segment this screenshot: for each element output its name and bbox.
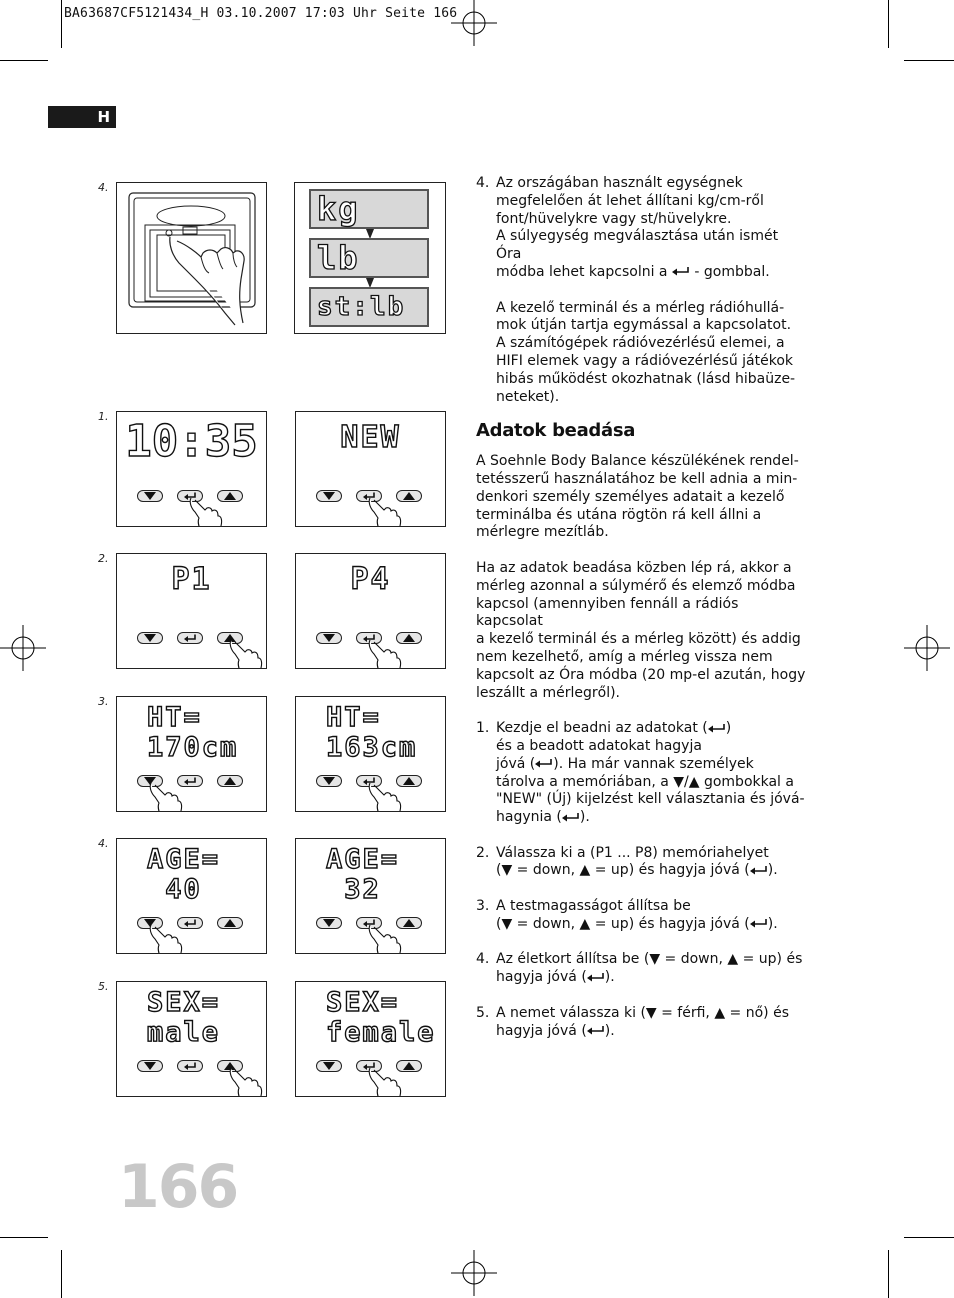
lcd-display-panel: [295, 696, 446, 812]
list-number: 4.: [476, 175, 490, 191]
registration-mark-icon: [451, 0, 497, 46]
text-run: (▼ = down, ▲ = up) és hagyja jóvá (: [496, 915, 750, 932]
triangle-up-icon: [403, 919, 416, 928]
lcd-readout: [117, 416, 266, 467]
text-line: megfelelően át lehet állítani kg/cm-ről: [496, 192, 764, 209]
lcd-line: female: [326, 1017, 436, 1048]
list-item: [476, 1005, 806, 1041]
lcd-line: 10:35: [125, 416, 258, 467]
lcd-readout: [296, 988, 445, 1048]
text-line: A testmagasságot állítsa be: [496, 898, 691, 915]
triangle-up-icon: [224, 492, 237, 501]
text-run: ).: [767, 862, 778, 879]
text-line: Az életkort állítsa be (▼ = down, ▲ = up) és: [496, 951, 803, 968]
figure-step-number: 2.: [98, 552, 109, 565]
pressing-finger-icon: [364, 923, 404, 954]
text-line: [496, 1023, 806, 1041]
text-line: [496, 756, 806, 774]
lcd-display-panel: [295, 553, 446, 669]
list-number: 3.: [476, 898, 490, 915]
enter-button: [177, 632, 203, 644]
unit-note: [476, 175, 806, 406]
unit-display-st-lb: st:lb: [309, 287, 429, 327]
down-button: [137, 632, 163, 644]
crop-mark: [61, 1250, 62, 1298]
text-line: Ha az adatok beadása közben lép rá, akkor a: [476, 559, 792, 576]
lcd-readout: [296, 562, 445, 597]
unit-display-kg: kg: [309, 189, 429, 229]
lcd-readout: [296, 703, 445, 763]
page-number: 166: [118, 1152, 238, 1222]
crop-mark: [0, 60, 48, 61]
lcd-readout: [117, 988, 266, 1048]
text-line: A kezelő terminál és a mérleg rádióhullá-: [496, 299, 785, 316]
triangle-up-icon: [224, 777, 237, 786]
text-run: módba lehet kapcsolni a: [496, 263, 672, 280]
lcd-display-panel: [295, 411, 446, 527]
instruction-text: [476, 175, 806, 1040]
triangle-down-icon: [323, 1062, 336, 1071]
text-line: [496, 809, 806, 827]
registration-mark-icon: [904, 625, 950, 671]
lcd-line: HT=: [147, 702, 202, 733]
text-run: ). Ha már vannak személyek: [553, 755, 754, 772]
pressing-finger-icon: [145, 781, 185, 812]
list-number: 2.: [476, 844, 490, 861]
lcd-line: 163cm: [326, 732, 418, 763]
text-line: és a beadott adatokat hagyja: [496, 737, 702, 754]
text-line: denkori személy személyes adatait a kezelő: [476, 488, 785, 505]
unit-selection-illustration: [294, 182, 446, 334]
lcd-display-panel: [116, 981, 267, 1097]
enter-key-icon: [672, 267, 690, 276]
lcd-display-panel: [295, 981, 446, 1097]
crop-mark: [888, 0, 889, 48]
scale-with-hand-icon: [117, 183, 268, 335]
lcd-display-panel: [116, 696, 267, 812]
text-run: Kezdje el beadni az adatokat (: [496, 720, 708, 737]
enter-key-icon: [587, 973, 605, 982]
triangle-up-icon: [403, 634, 416, 643]
crop-mark: [61, 0, 62, 48]
pressing-finger-icon: [364, 781, 404, 812]
list-item: [476, 898, 806, 934]
text-run: hagyja jóvá (: [496, 1022, 587, 1039]
lcd-line: NEW: [340, 420, 401, 455]
text-run: hagyja jóvá (: [496, 969, 587, 986]
figure-step-number: 5.: [98, 980, 109, 993]
text-run: - gombbal.: [689, 263, 770, 280]
figure-step-number: 3.: [98, 695, 109, 708]
lcd-display-panel: [116, 411, 267, 527]
pressing-finger-icon: [364, 638, 404, 669]
figure-step-number: 4.: [98, 181, 109, 194]
text-line: nem kezelhető, amíg a mérleg vissza nem: [476, 648, 773, 665]
text-line: HIFI elemek vagy a rádióvezérlésű játékok: [496, 352, 793, 369]
up-button: [217, 917, 243, 929]
down-button: [316, 1060, 342, 1072]
lcd-display-panel: [116, 553, 267, 669]
text-line: [496, 264, 806, 282]
triangle-down-icon: [323, 492, 336, 501]
lcd-line: 32: [326, 874, 381, 905]
paragraph: [476, 453, 806, 542]
triangle-down-icon: [144, 634, 157, 643]
enter-key-icon: [562, 813, 580, 822]
text-run: ).: [767, 915, 778, 932]
enter-key-icon: [750, 866, 768, 875]
paragraph: [476, 560, 806, 702]
up-button: [217, 775, 243, 787]
section-title: Adatok beadása: [476, 420, 636, 442]
down-button: [316, 917, 342, 929]
lcd-line: AGE=: [326, 844, 400, 875]
triangle-down-icon: [323, 777, 336, 786]
enter-key-icon: [184, 919, 197, 928]
text-line: kapcsolt az Óra módba (20 mp-el azután, hogy: [476, 666, 806, 683]
lcd-line: male: [147, 1017, 221, 1048]
lcd-line: HT=: [326, 702, 381, 733]
lcd-line: SEX=: [326, 987, 400, 1018]
text-line: a kezelő terminál és a mérleg között) és addig: [476, 631, 801, 648]
lcd-line: AGE=: [147, 844, 221, 875]
text-line: A súlyegység megválasztása után ismét Óra: [496, 228, 779, 263]
lcd-line: P4: [350, 562, 391, 597]
text-line: font/hüvelykre vagy st/hüvelykre.: [496, 210, 732, 227]
lcd-line: P1: [171, 562, 212, 597]
down-button: [316, 632, 342, 644]
pressing-finger-icon: [145, 923, 185, 954]
enter-key-icon: [184, 634, 197, 643]
list-number: 5.: [476, 1004, 490, 1021]
registration-mark-icon: [451, 1250, 497, 1296]
text-run: ).: [579, 809, 590, 826]
text-line: tetésszerű használatához be kell adnia a min-: [476, 470, 798, 487]
pressing-finger-icon: [185, 496, 225, 527]
text-line: [496, 720, 806, 738]
language-tab: H: [48, 106, 116, 128]
crop-mark: [0, 1237, 48, 1238]
text-line: A számítógépek rádióvezérlésű elemei, a: [496, 335, 785, 352]
text-line: A Soehnle Body Balance készülékének rendel-: [476, 453, 799, 470]
text-line: tárolva a memóriában, a ▼/▲ gombokkal a: [496, 773, 794, 790]
print-header-line: BA63687CF5121434_H 03.10.2007 17:03 Uhr Seite 166: [64, 6, 458, 21]
lcd-readout: [296, 420, 445, 455]
down-button: [316, 775, 342, 787]
enter-key-icon: [708, 724, 726, 733]
pressing-finger-icon: [364, 1066, 404, 1097]
pressing-finger-icon: [225, 1066, 265, 1097]
triangle-down-icon: [144, 492, 157, 501]
enter-key-icon: [587, 1026, 605, 1035]
enter-key-icon: [184, 777, 197, 786]
down-button: [137, 1060, 163, 1072]
lcd-line: 40: [147, 874, 202, 905]
lcd-line: 170cm: [147, 732, 239, 763]
lcd-display-panel: [116, 838, 267, 954]
enter-key-icon: [750, 919, 768, 928]
registration-mark-icon: [0, 625, 46, 671]
list-item: [476, 720, 806, 827]
enter-key-icon: [184, 1062, 197, 1071]
text-line: kapcsol (amennyiben fennáll a rádiós kapcsolat: [476, 595, 739, 630]
text-run: (▼ = down, ▲ = up) és hagyja jóvá (: [496, 862, 750, 879]
figure-step-number: 1.: [98, 410, 109, 423]
list-number: 1.: [476, 720, 490, 737]
text-line: A nemet válassza ki (▼ = férfi, ▲ = nő) és: [496, 1004, 789, 1021]
scale-illustration: [116, 182, 267, 334]
text-line: [496, 862, 806, 880]
lcd-readout: [117, 562, 266, 597]
text-line: leszállt a mérlegről).: [476, 684, 620, 701]
triangle-up-icon: [403, 492, 416, 501]
list-item: [476, 951, 806, 987]
triangle-down-icon: [144, 1062, 157, 1071]
text-line: "NEW" (Új) kijelzést kell választania és jóvá-: [496, 791, 805, 808]
text-line: terminálba és utána rögtön rá kell állni a: [476, 506, 762, 523]
triangle-up-icon: [224, 919, 237, 928]
text-line: Válassza ki a (P1 ... P8) memóriahelyet: [496, 844, 769, 861]
text-run: hagynia (: [496, 809, 562, 826]
crop-mark: [888, 1250, 889, 1298]
text-line: Az országában használt egységnek: [496, 175, 743, 191]
pressing-finger-icon: [225, 638, 265, 669]
text-run: jóvá (: [496, 755, 536, 772]
numbered-steps: [476, 720, 806, 1040]
triangle-down-icon: [323, 919, 336, 928]
triangle-down-icon: [323, 634, 336, 643]
lcd-readout: [117, 703, 266, 763]
text-line: neteket).: [496, 388, 560, 405]
unit-display-lb: lb: [309, 238, 429, 278]
text-line: mok útján tartja egymással a kapcsolatot.: [496, 317, 792, 334]
text-run: ): [725, 720, 732, 737]
triangle-up-icon: [403, 1062, 416, 1071]
enter-key-icon: [535, 759, 553, 768]
text-line: [496, 969, 806, 987]
figure-step-number: 4.: [98, 837, 109, 850]
lcd-display-panel: [295, 838, 446, 954]
pressing-finger-icon: [364, 496, 404, 527]
down-button: [316, 490, 342, 502]
down-button: [137, 490, 163, 502]
text-line: [496, 916, 806, 934]
crop-mark: [904, 1237, 954, 1238]
lcd-readout: [117, 845, 266, 905]
list-number: 4.: [476, 951, 490, 968]
text-line: mérlegre mezítláb.: [476, 524, 609, 541]
list-item: [476, 845, 806, 881]
text-line: hibás működést okozhatnak (lásd hibaüze-: [496, 370, 796, 387]
crop-mark: [904, 60, 954, 61]
enter-button: [177, 1060, 203, 1072]
triangle-up-icon: [403, 777, 416, 786]
lcd-line: SEX=: [147, 987, 221, 1018]
text-line: mérleg azonnal a súlymérő és elemző módba: [476, 577, 796, 594]
lcd-readout: [296, 845, 445, 905]
text-run: ).: [604, 969, 615, 986]
text-run: ).: [604, 1022, 615, 1039]
